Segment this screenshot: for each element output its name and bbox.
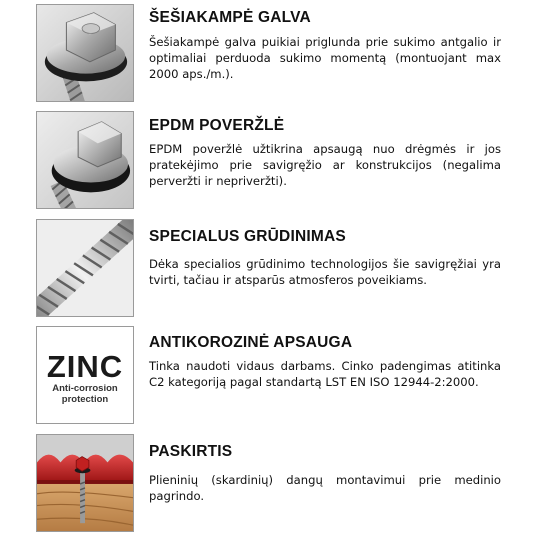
hex-head-screw-icon xyxy=(36,4,134,102)
zinc-badge-line: protection xyxy=(61,394,109,405)
feature-title: SPECIALUS GRŪDINIMAS xyxy=(149,228,346,245)
feature-title: ŠEŠIAKAMPĖ GALVA xyxy=(149,9,311,26)
epdm-washer-screw-icon xyxy=(36,111,134,209)
feature-title: ANTIKOROZINĖ APSAUGA xyxy=(149,334,353,351)
feature-description: Dėka specialios grūdinimo technologijos šie savigręžiai yra tvirti, tačiau ir atsparūs atmosferos poveikiams. xyxy=(149,257,501,287)
feature-description: Tinka naudoti vidaus darbams. Cinko padengimas atitinka C2 kategoriją pagal standartą LST EN ISO 12944-2:2000. xyxy=(149,359,501,389)
hardened-thread-icon xyxy=(36,219,134,317)
zinc-badge-icon xyxy=(36,326,134,424)
roof-mounting-icon xyxy=(36,434,134,532)
feature-description: Plieninių (skardinių) dangų montavimui prie medinio pagrindo. xyxy=(149,473,501,503)
feature-title: EPDM POVERŽLĖ xyxy=(149,117,285,134)
zinc-badge-line: Anti-corrosion xyxy=(52,383,118,394)
feature-description: Šešiakampė galva puikiai priglunda prie sukimo antgalio ir optimaliai perduoda sukimo momentą (montuojant max 2000 aps./m.). xyxy=(149,35,501,81)
feature-description: EPDM poveržlė užtikrina apsaugą nuo drėgmės ir jos pratekėjimo prie savigręžio ar konstrukcijos (negalima perveržti ir nepriveržti). xyxy=(149,142,501,188)
feature-title: PASKIRTIS xyxy=(149,443,233,460)
zinc-badge-word: ZINC xyxy=(46,349,124,384)
